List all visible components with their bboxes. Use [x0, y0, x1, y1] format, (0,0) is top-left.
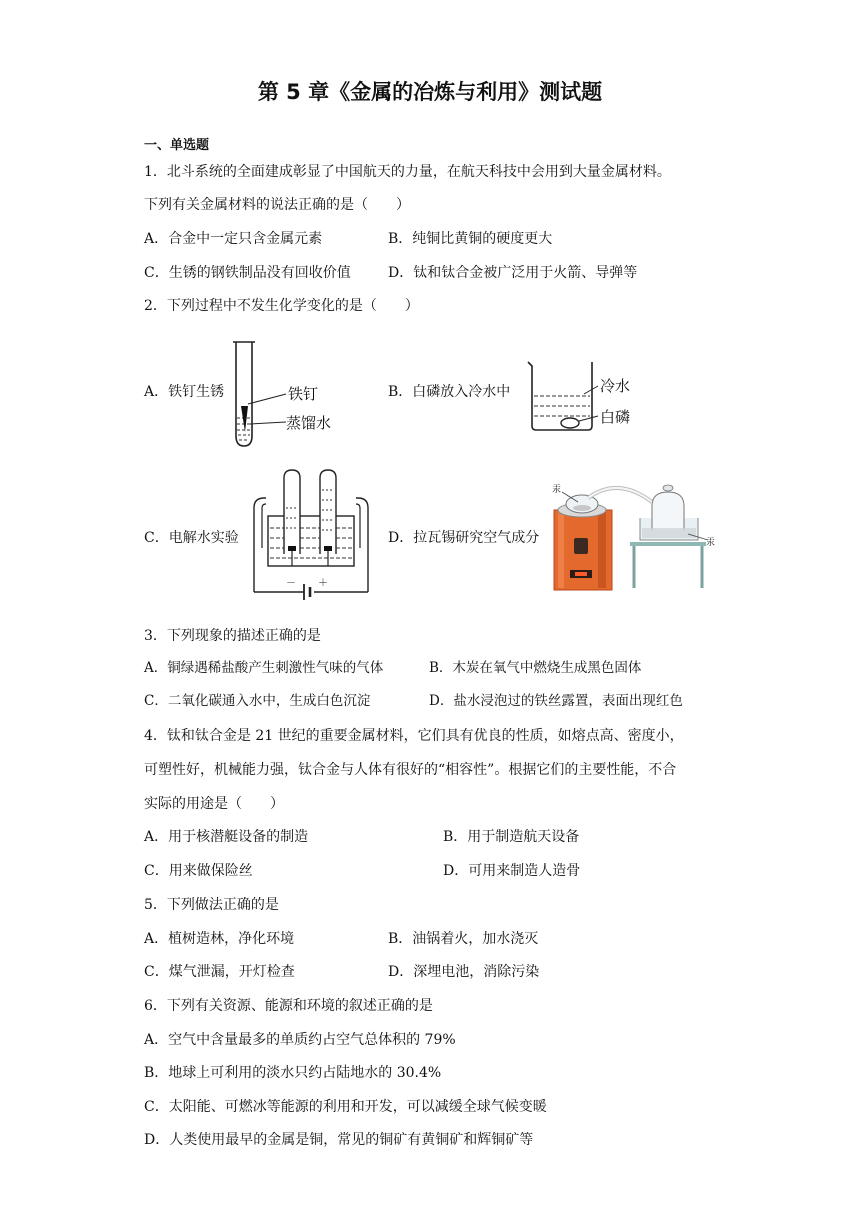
q1-option-a: A．合金中一定只含金属元素 [144, 231, 323, 247]
question-2-stem: 2．下列过程中不发生化学变化的是（ ） [144, 298, 419, 314]
beaker-phosphorus-figure [524, 360, 644, 434]
question-5-stem: 5．下列做法正确的是 [144, 897, 279, 913]
question-4-stem-cont: 可塑性好，机械能力强，钛合金与人体有很好的“相容性”。根据它们的主要性能，不合 [144, 762, 677, 778]
mercury-label-left: 汞 [552, 485, 562, 495]
q3-option-c: C．二氧化碳通入水中，生成白色沉淀 [144, 693, 371, 709]
mercury-label-right: 汞 [706, 538, 716, 548]
q3-option-b: B．木炭在氧气中燃烧生成黑色固体 [429, 660, 642, 676]
lavoisier-apparatus-figure [548, 482, 720, 594]
q2-option-a: A．铁钉生锈 [144, 384, 225, 400]
q6-option-d: D．人类使用最早的金属是铜，常见的铜矿有黄铜矿和辉铜矿等 [144, 1132, 534, 1148]
white-phosphorus-label: 白磷 [600, 408, 631, 426]
q5-option-d: D．深埋电池，消除污染 [388, 964, 540, 980]
q6-option-c: C．太阳能、可燃冰等能源的利用和开发，可以减缓全球气候变暖 [144, 1099, 547, 1115]
cold-water-label: 冷水 [600, 377, 631, 395]
electrolysis-figure [248, 468, 374, 608]
question-1-stem-cont: 下列有关金属材料的说法正确的是（ ） [144, 197, 410, 213]
question-1-stem: 1．北斗系统的全面建成彰显了中国航天的力量，在航天科技中会用到大量金属材料。 [144, 164, 671, 180]
q1-option-b: B．纯铜比黄铜的硬度更大 [388, 231, 553, 247]
test-tube-nail-figure [226, 338, 342, 450]
distilled-water-label: 蒸馏水 [286, 414, 332, 432]
q6-option-a: A．空气中含量最多的单质约占空气总体积的 79% [144, 1032, 456, 1048]
page-title: 第 5 章《金属的冶炼与利用》测试题 [257, 80, 603, 104]
q5-option-a: A．植树造林，净化环境 [144, 931, 295, 947]
question-4-stem: 4．钛和钛合金是 21 世纪的重要金属材料，它们具有优良的性质，如熔点高、密度小， [144, 728, 684, 744]
q4-option-c: C．用来做保险丝 [144, 863, 253, 879]
q6-option-b: B．地球上可利用的淡水只约占陆地水的 30.4% [144, 1065, 442, 1081]
q4-option-b: B．用于制造航天设备 [443, 829, 580, 845]
question-6-stem: 6．下列有关资源、能源和环境的叙述正确的是 [144, 998, 433, 1014]
q5-option-c: C．煤气泄漏，开灯检查 [144, 964, 295, 980]
q1-option-d: D．钛和钛合金被广泛用于火箭、导弹等 [388, 265, 638, 281]
q3-option-d: D．盐水浸泡过的铁丝露置，表面出现红色 [429, 693, 683, 709]
section-heading: 一、单选题 [144, 138, 210, 153]
q1-option-c: C．生锈的钢铁制品没有回收价值 [144, 265, 351, 281]
negative-terminal-label: － [286, 578, 296, 589]
q3-option-a: A．铜绿遇稀盐酸产生刺激性气味的气体 [144, 660, 384, 676]
q5-option-b: B．油锅着火，加水浇灭 [388, 931, 539, 947]
q2-option-b: B．白磷放入冷水中 [388, 384, 511, 400]
q2-option-c: C．电解水实验 [144, 530, 239, 546]
positive-terminal-label: ＋ [318, 578, 328, 589]
q4-option-d: D．可用来制造人造骨 [443, 863, 581, 879]
nail-label: 铁钉 [288, 385, 319, 403]
question-4-stem-end: 实际的用途是（ ） [144, 796, 284, 812]
q4-option-a: A．用于核潜艇设备的制造 [144, 829, 309, 845]
question-3-stem: 3．下列现象的描述正确的是 [144, 628, 321, 644]
q2-option-d: D．拉瓦锡研究空气成分 [388, 530, 540, 546]
